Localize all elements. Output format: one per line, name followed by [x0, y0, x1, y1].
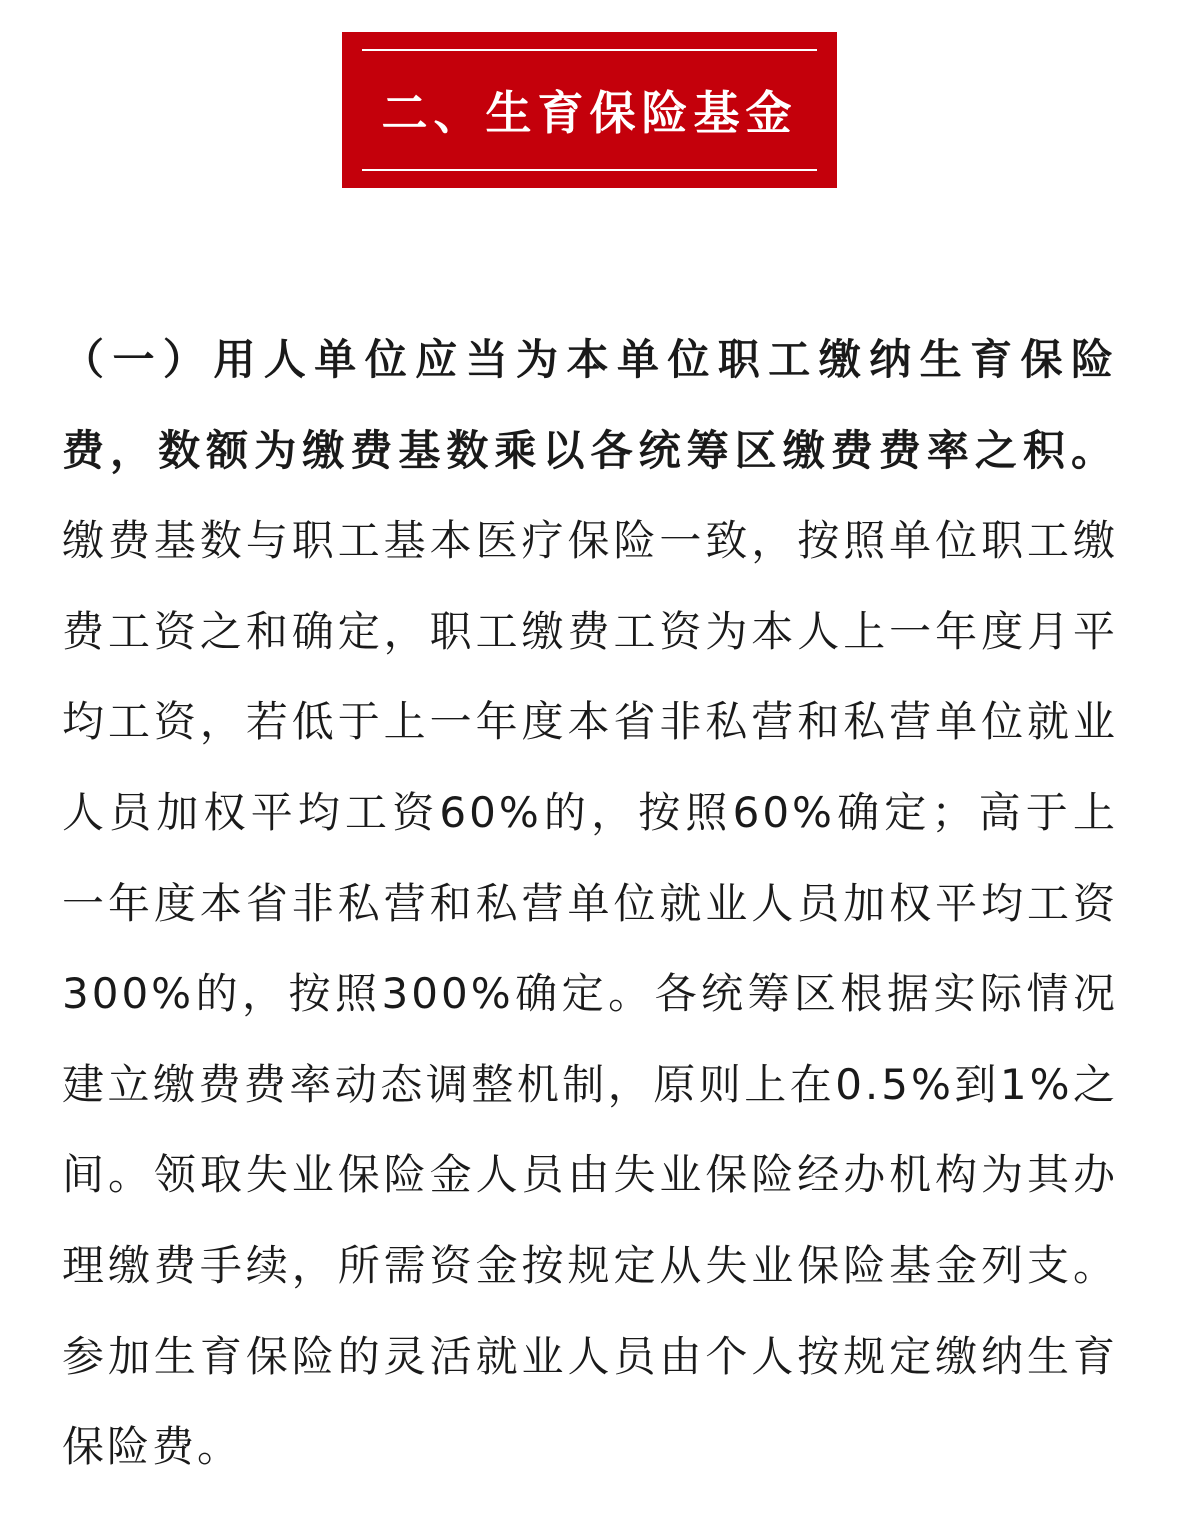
section-title-banner: [342, 32, 837, 188]
article-body-text: 缴费基数与职工基本医疗保险一致，按照单位职工缴费工资之和确定，职工缴费工资为本人上一年度月平均工资，若低于上一年度本省非私营和私营单位就业人员加权平均工资60%的，按照60%确定；高于上一年度本省非私营和私营单位就业人员加权平均工资300%的，按照300%确定。各统筹区根据实际情况建立缴费费率动态调整机制，原则上在0.5%到1%之间。领取失业保险金人员由失业保险经办机构为其办理缴费手续，所需资金按规定从失业保险基金列支。参加生育保险的灵活就业人员由个人按规定缴纳生育保险费。: [62, 516, 1118, 1472]
article-paragraph: [62, 315, 1118, 1493]
article-lead-sentence: （一）用人单位应当为本单位职工缴纳生育保险费，数额为缴费基数乘以各统筹区缴费费率之积。: [62, 335, 1118, 475]
section-title: 二、生育保险基金: [381, 86, 798, 140]
banner-bottom-rule: [362, 169, 817, 171]
